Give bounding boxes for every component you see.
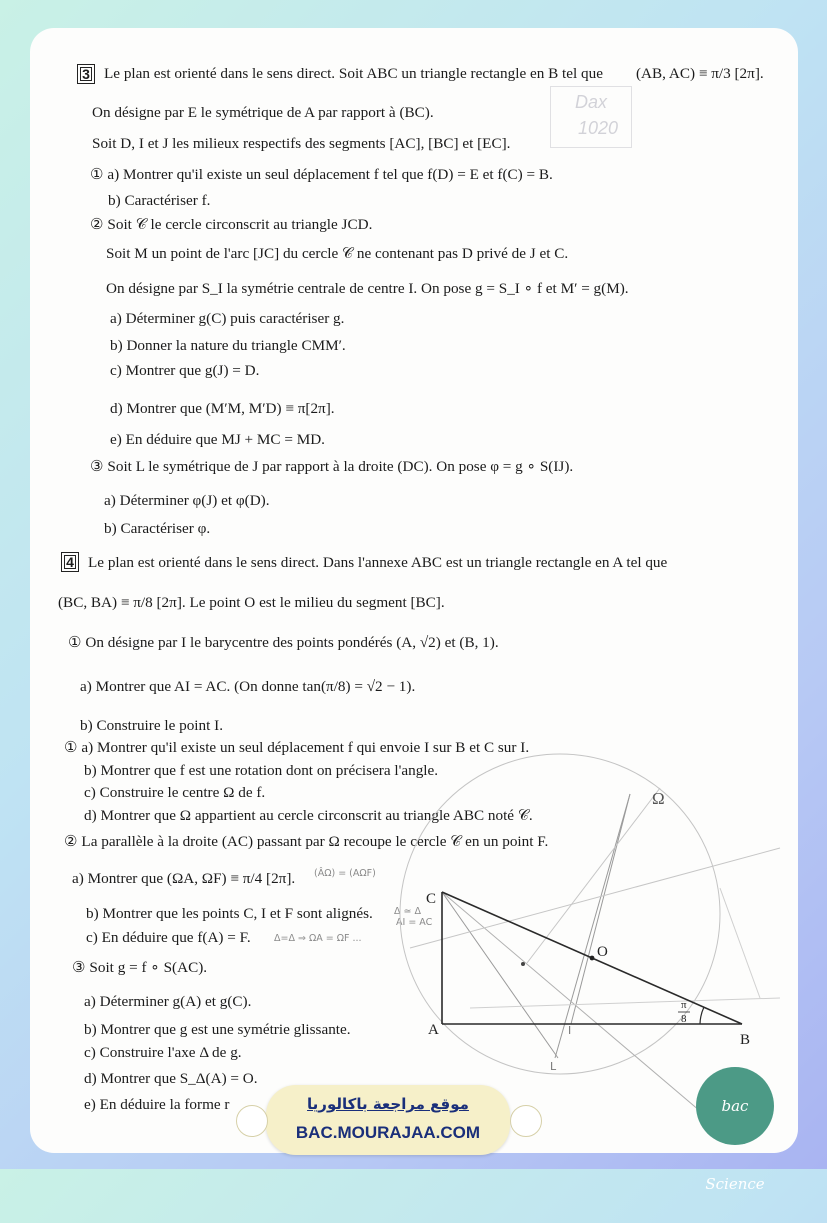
hand-note-eq: Δ=Δ ⇒ ΩA = ΩF ... xyxy=(274,933,362,944)
ex4-q2: ② La parallèle à la droite (AC) passant par Ω recoupe le cercle 𝒞 en un point F. xyxy=(64,833,549,850)
exercise-4-number: 4 xyxy=(61,552,79,572)
ex3-q2c: c) Montrer que g(J) = D. xyxy=(110,362,260,379)
label-A: A xyxy=(428,1022,439,1038)
brand-url[interactable]: BAC.MOURAJAA.COM xyxy=(295,1123,481,1142)
construction-line-omega-i xyxy=(571,794,630,1024)
construction-line-bisector xyxy=(410,848,780,948)
ex3-q2: ② Soit 𝒞 le cercle circonscrit au triangle JCD. xyxy=(90,216,373,233)
ex4-intro: Le plan est orienté dans le sens direct. Dans l'annexe ABC est un triangle rectangle en A tel que xyxy=(88,554,668,571)
ex3-q1b: b) Caractériser f. xyxy=(108,192,211,209)
brand-logo-right-icon xyxy=(510,1105,542,1137)
ex3-q2d: d) Montrer que (M′M, M′D) ≡ π[2π]. xyxy=(110,400,335,417)
exercise-3-number: 3 xyxy=(77,64,95,84)
ex4-q3e: e) En déduire la forme r xyxy=(84,1096,230,1113)
ex4-q3: ③ Soit g = f ∘ S(AC). xyxy=(72,959,208,976)
ex3-q3: ③ Soit L le symétrique de J par rapport à la droite (DC). On pose φ = g ∘ S(IJ). xyxy=(90,458,574,475)
ex4-p1: ① On désigne par I le barycentre des points pondérés (A, √2) et (B, 1). xyxy=(68,634,499,651)
ex4-p1b: b) Construire le point I. xyxy=(80,717,223,734)
label-O: O xyxy=(597,944,608,960)
construction-line-extra xyxy=(470,998,780,1008)
angle-label-den: 8 xyxy=(681,1013,687,1025)
circumcircle xyxy=(400,754,720,1074)
ex3-line-DIJ: Soit D, I et J les milieux respectifs des segments [AC], [BC] et [EC]. xyxy=(92,135,511,152)
ex4-q1d: d) Montrer que Ω appartient au cercle circonscrit au triangle ABC noté 𝒞. xyxy=(84,807,533,824)
ex3-q2e: e) En déduire que MJ + MC = MD. xyxy=(110,431,325,448)
construction-line-vertical xyxy=(720,888,760,998)
ex3-q3b: b) Caractériser φ. xyxy=(104,520,211,537)
point-K xyxy=(521,962,525,966)
point-O xyxy=(590,956,595,961)
ex4-q2b: b) Montrer que les points C, I et F sont alignés. xyxy=(86,905,373,922)
label-omega: Ω xyxy=(652,789,665,808)
ghost-box-top: Dax xyxy=(575,92,608,112)
bac-science-badge: bac Science xyxy=(696,1067,774,1145)
ex4-p1a: a) Montrer que AI = AC. (On donne tan(π/8) = √2 − 1). xyxy=(80,678,416,695)
label-C: C xyxy=(426,891,437,907)
ex3-q2-M: Soit M un point de l'arc [JC] du cercle 𝒞 ne contenant pas D privé de J et C. xyxy=(106,245,569,262)
ex4-q2a: a) Montrer que (ΩA, ΩF) ≡ π/4 [2π]. xyxy=(72,870,296,887)
ex4-q3a: a) Déterminer g(A) et g(C). xyxy=(84,993,252,1010)
ex4-q3c: c) Construire l'axe Δ de g. xyxy=(84,1044,242,1061)
ex3-q3a: a) Déterminer φ(J) et φ(D). xyxy=(104,492,270,509)
hand-note-ai: AI = AC xyxy=(396,917,433,928)
label-L: L xyxy=(550,1060,557,1073)
ex4-q3b: b) Montrer que g est une symétrie glissante. xyxy=(84,1021,351,1038)
hand-note-angle: (ÂΩ) = (AΩF) xyxy=(314,868,376,879)
ex4-q1a: ① a) Montrer qu'il existe un seul déplacement f qui envoie I sur B et C sur I. xyxy=(64,739,530,756)
ex4-q1b: b) Montrer que f est une rotation dont on précisera l'angle. xyxy=(84,762,439,779)
ex4-q2c: c) En déduire que f(A) = F. xyxy=(86,929,251,946)
angle-label-num: π xyxy=(681,999,687,1011)
ex3-intro-angle: (AB, AC) ≡ π/3 [2π]. xyxy=(636,65,764,82)
angle-arc-B xyxy=(700,1007,704,1024)
ex3-q2a: a) Déterminer g(C) puis caractériser g. xyxy=(110,310,345,327)
ex3-intro: Le plan est orienté dans le sens direct. Soit ABC un triangle rectangle en B tel que xyxy=(104,65,603,82)
brand-arabic[interactable]: موقع مراجعة باكالوريا xyxy=(307,1095,469,1113)
construction-line-omega-l xyxy=(555,794,630,1058)
hand-note-triangles: Δ ≃ Δ xyxy=(394,906,421,917)
label-B: B xyxy=(740,1032,751,1048)
brand-logo-left-icon xyxy=(236,1105,268,1137)
ex3-q2b: b) Donner la nature du triangle CMM′. xyxy=(110,337,346,354)
ex3-q2-S: On désigne par S_I la symétrie centrale de centre I. On pose g = S_I ∘ f et M′ = g(M). xyxy=(106,280,629,297)
ghost-box-bottom: 1020 xyxy=(578,118,619,138)
ex3-q1a: ① a) Montrer qu'il existe un seul déplacement f tel que f(D) = E et f(C) = B. xyxy=(90,166,553,183)
ex4-q3d: d) Montrer que S_Δ(A) = O. xyxy=(84,1070,258,1087)
ex4-q1c: c) Construire le centre Ω de f. xyxy=(84,784,266,801)
brand-banner[interactable] xyxy=(266,1085,510,1155)
document-page xyxy=(30,28,798,1193)
label-I: I xyxy=(568,1024,572,1037)
ex3-line-E: On désigne par E le symétrique de A par rapport à (BC). xyxy=(92,104,434,121)
ex4-intro2: (BC, BA) ≡ π/8 [2π]. Le point O est le milieu du segment [BC]. xyxy=(58,594,445,611)
